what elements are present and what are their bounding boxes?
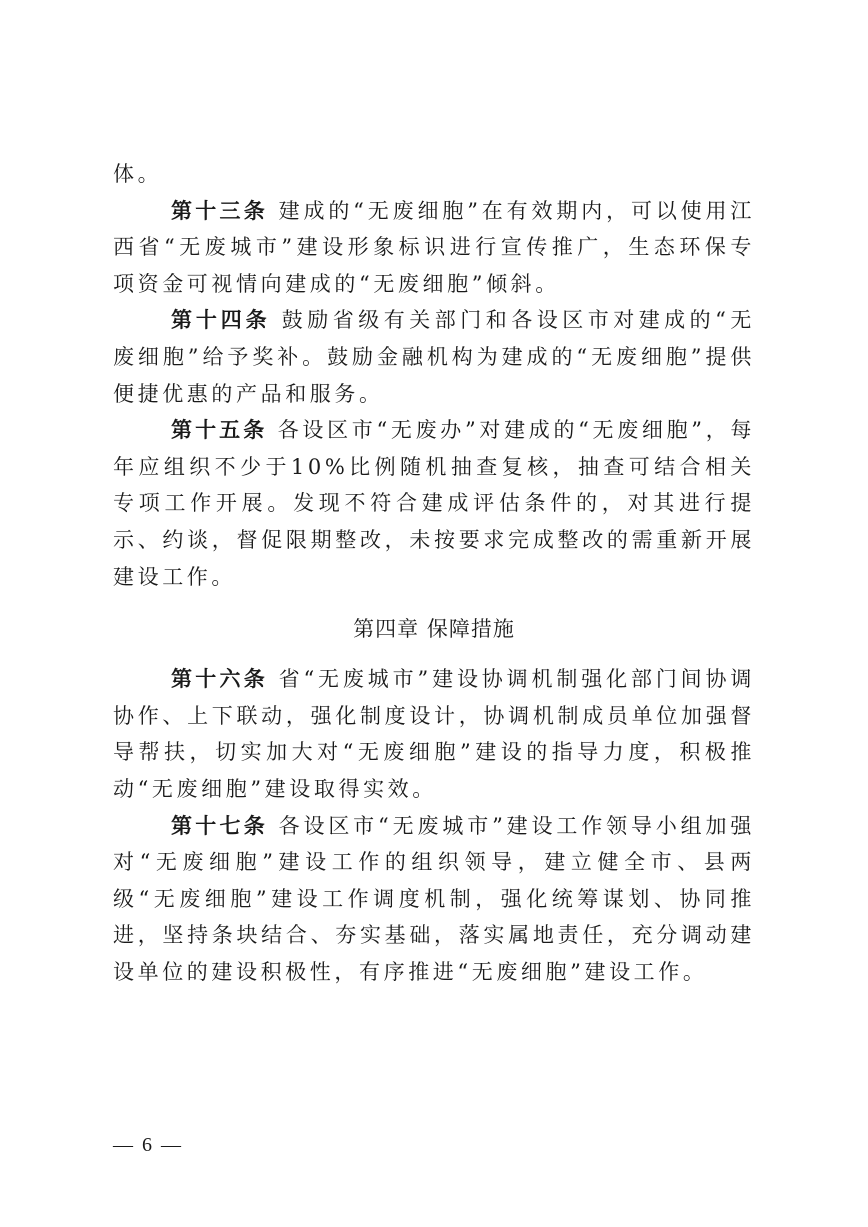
article-17 bbox=[113, 808, 755, 991]
article-15 bbox=[113, 412, 755, 595]
article-label: 第十五条 bbox=[171, 418, 268, 443]
article-14 bbox=[113, 302, 755, 412]
page-number: — 6 — bbox=[113, 1134, 183, 1156]
article-text: 各设区市“无废办”对建成的“无废细胞”，每年应组织不少于10%比例随机抽查复核，抽查可结合相关专项工作开展。发现不符合建成评估条件的，对其进行提示、约谈，督促限期整改，未按要求完成整改的需重新开展建设工作。 bbox=[113, 418, 756, 589]
document-page bbox=[113, 156, 755, 990]
article-text: 建成的“无废细胞”在有效期内，可以使用江西省“无废城市”建设形象标识进行宣传推广，生态环保专项资金可视情向建成的“无废细胞”倾斜。 bbox=[113, 198, 755, 296]
article-label: 第十四条 bbox=[171, 308, 271, 333]
article-16 bbox=[113, 661, 755, 807]
article-text: 鼓励省级有关部门和各设区市对建成的“无废细胞”给予奖补。鼓励金融机构为建成的“无废细胞”提供便捷优惠的产品和服务。 bbox=[113, 308, 756, 406]
article-13 bbox=[113, 193, 755, 303]
article-text: 各设区市“无废城市”建设工作领导小组加强对“无废细胞”建设工作的组织领导，建立健全市、县两级“无废细胞”建设工作调度机制，强化统筹谋划、协同推进，坚持条块结合、夯实基础，落实属地责任，充分调动建设单位的建设积极性，有序推进“无废细胞”建设工作。 bbox=[113, 813, 755, 984]
article-label: 第十六条 bbox=[171, 667, 269, 692]
chapter-heading: 第四章 保障措施 bbox=[353, 617, 515, 642]
carryover-paragraph: 体。 bbox=[113, 162, 163, 186]
article-text: 省“无废城市”建设协调机制强化部门间协调协作、上下联动，强化制度设计，协调机制成员单位加强督导帮扶，切实加大对“无废细胞”建设的指导力度，积极推动“无废细胞”建设取得实效。 bbox=[113, 667, 755, 801]
article-label: 第十三条 bbox=[171, 198, 269, 223]
article-label: 第十七条 bbox=[171, 813, 269, 838]
